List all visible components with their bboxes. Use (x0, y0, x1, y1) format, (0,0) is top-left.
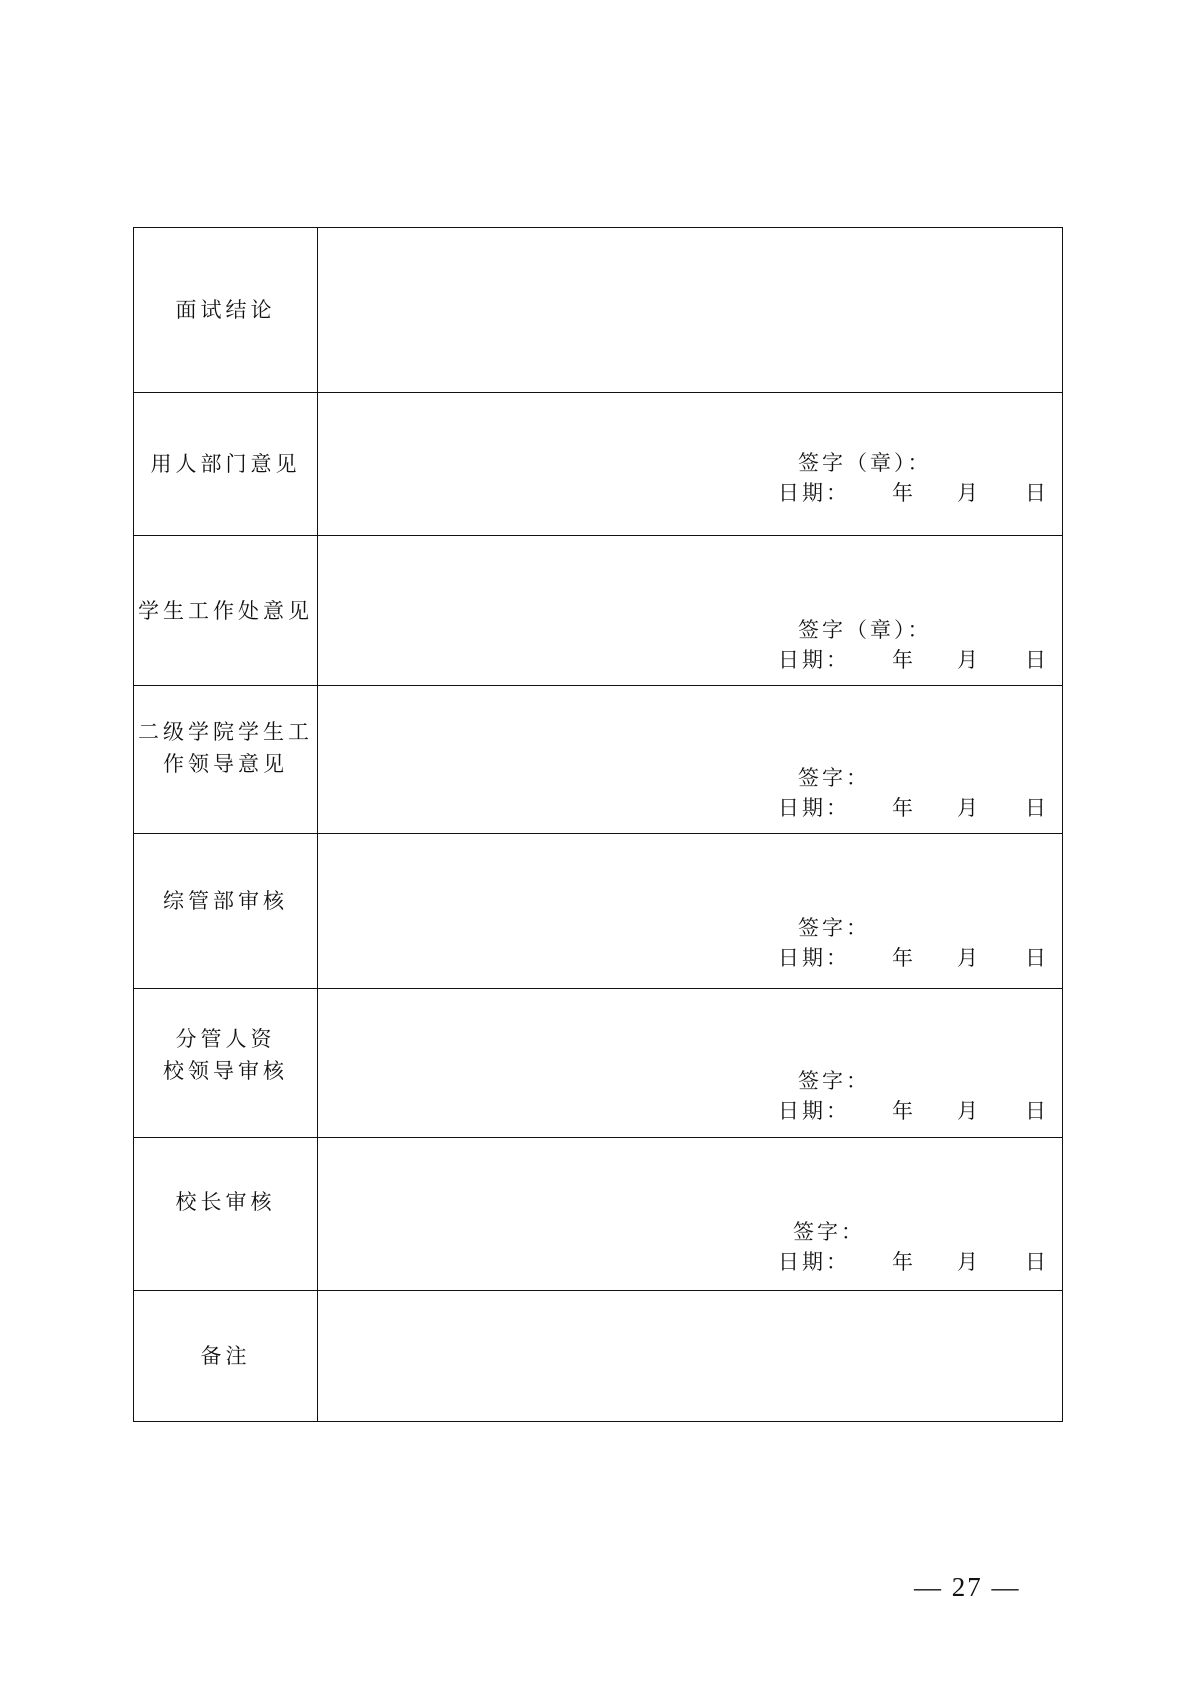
row-president-review (134, 1138, 1063, 1291)
row-label: 学生工作处意见 (138, 598, 313, 623)
month-label: 月 (957, 648, 981, 672)
month-label: 月 (957, 946, 981, 970)
row-label: 用人部门意见 (150, 452, 301, 476)
signature-block (318, 536, 1062, 686)
row-label-line-2: 作领导意见 (163, 751, 288, 776)
signature-block (318, 686, 1062, 834)
day-label: 日 (1025, 1099, 1049, 1123)
label-cell (134, 536, 318, 686)
president-review-field[interactable] (318, 1138, 1063, 1291)
date-label: 日期： (778, 1099, 850, 1123)
signature-label: 签字： (798, 1069, 870, 1093)
row-label: 校长审核 (175, 1190, 276, 1214)
hr-school-leader-review-field[interactable] (318, 989, 1063, 1138)
row-college-student-work-leader-opinion (134, 686, 1063, 834)
year-label: 年 (892, 1250, 916, 1274)
row-label: 面试结论 (175, 298, 276, 322)
row-employing-dept-opinion (134, 393, 1063, 536)
date-label: 日期： (778, 796, 850, 820)
day-label: 日 (1025, 946, 1049, 970)
signature-label: 签字（章）： (798, 618, 932, 642)
day-label: 日 (1025, 648, 1049, 672)
date-label: 日期： (778, 946, 850, 970)
day-label: 日 (1025, 1250, 1049, 1274)
approval-form-table (133, 227, 1063, 1422)
signature-label: 签字： (798, 916, 870, 940)
date-label: 日期： (778, 648, 850, 672)
label-cell (134, 834, 318, 989)
row-hr-school-leader-review (134, 989, 1063, 1138)
month-label: 月 (957, 796, 981, 820)
row-label: 综管部审核 (163, 889, 288, 913)
month-label: 月 (957, 481, 981, 505)
date-label: 日期： (778, 481, 850, 505)
month-label: 月 (957, 1099, 981, 1123)
label-cell (134, 1138, 318, 1291)
label-cell (134, 393, 318, 536)
signature-label: 签字： (798, 766, 870, 790)
signature-block (318, 834, 1062, 989)
day-label: 日 (1025, 796, 1049, 820)
interview-conclusion-field[interactable] (318, 228, 1063, 393)
year-label: 年 (892, 481, 916, 505)
employing-dept-opinion-field[interactable] (318, 393, 1063, 536)
label-cell (134, 1291, 318, 1422)
row-label-line-2: 校领导审核 (163, 1059, 288, 1083)
year-label: 年 (892, 648, 916, 672)
year-label: 年 (892, 946, 916, 970)
month-label: 月 (957, 1250, 981, 1274)
row-label-line-1: 二级学院学生工 (138, 719, 313, 744)
row-label: 备注 (200, 1344, 251, 1368)
year-label: 年 (892, 1099, 916, 1123)
general-management-review-field[interactable] (318, 834, 1063, 989)
page-number: — 27 — (914, 1572, 1021, 1602)
label-cell (134, 989, 318, 1138)
row-interview-conclusion (134, 228, 1063, 393)
row-remarks (134, 1291, 1063, 1422)
label-cell (134, 228, 318, 393)
signature-block (318, 989, 1062, 1138)
signature-block (318, 1138, 1062, 1291)
student-affairs-opinion-field[interactable] (318, 536, 1063, 686)
day-label: 日 (1025, 481, 1049, 505)
row-label-line-1: 分管人资 (175, 1027, 276, 1051)
label-cell (134, 686, 318, 834)
row-general-management-review (134, 834, 1063, 989)
signature-block (318, 393, 1062, 536)
row-student-affairs-opinion (134, 536, 1063, 686)
year-label: 年 (892, 796, 916, 820)
signature-label: 签字： (793, 1220, 865, 1244)
college-leader-opinion-field[interactable] (318, 686, 1063, 834)
remarks-field[interactable] (318, 1291, 1063, 1422)
signature-label: 签字（章）： (798, 451, 932, 475)
date-label: 日期： (778, 1250, 850, 1274)
